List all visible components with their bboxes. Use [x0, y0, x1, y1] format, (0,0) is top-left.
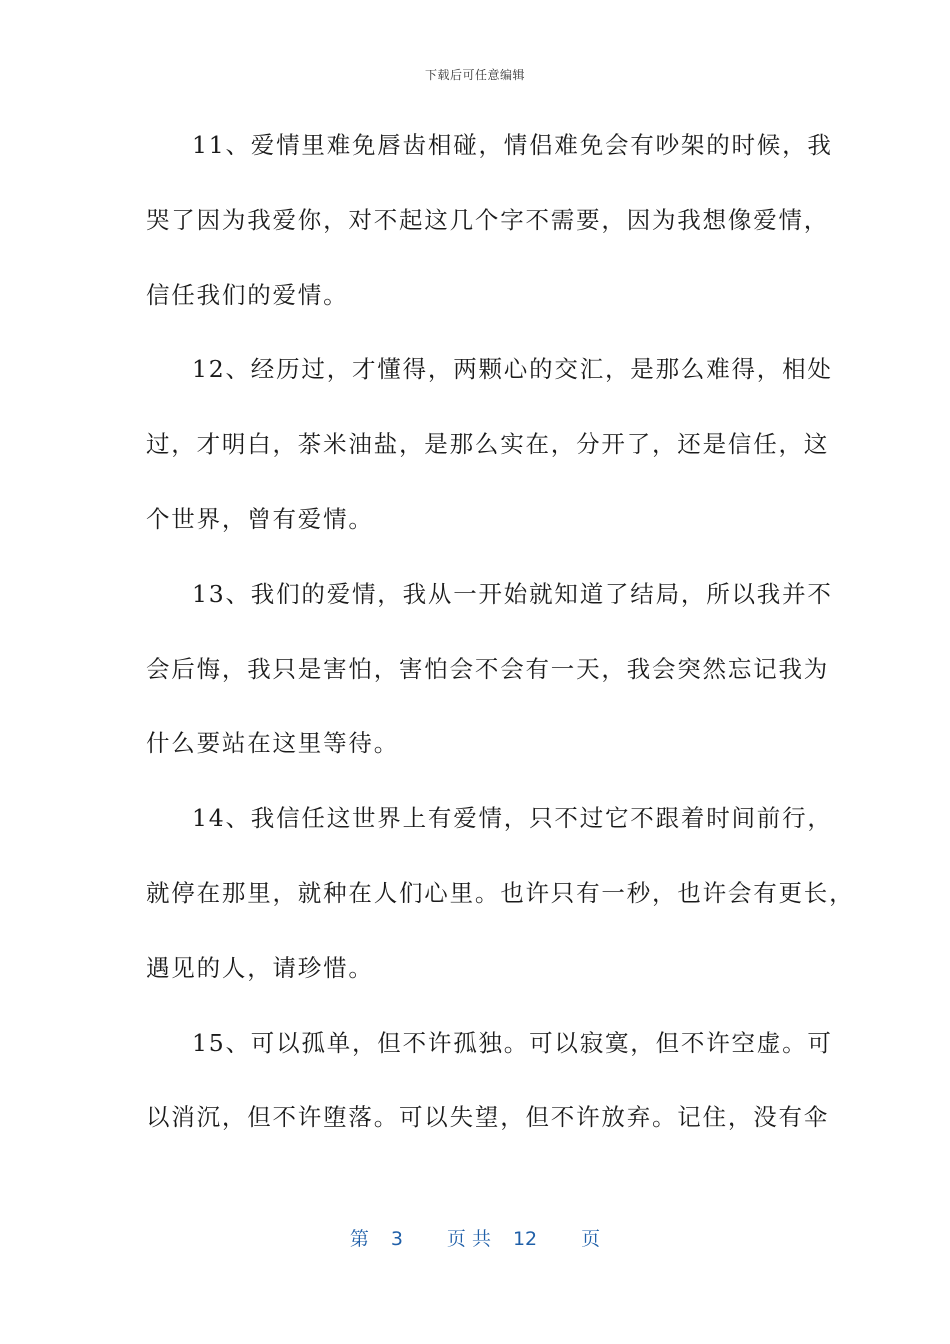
text-line: 以消沉，但不许堕落。可以失望，但不许放弃。记住，没有伞 [146, 1103, 830, 1132]
footer-prefix: 第 [349, 1228, 369, 1250]
text-line: 个世界，曾有爱情。 [146, 504, 374, 533]
page-footer [0, 1224, 950, 1251]
text-line: 信任我们的爱情。 [146, 280, 349, 309]
text-line: 11、爱情里难免唇齿相碰，情侣难免会有吵架的时候，我 [192, 131, 833, 159]
text-line: 会后悔，我只是害怕，害怕会不会有一天，我会突然忘记我为 [146, 654, 830, 683]
page-header: 下载后可任意编辑 [424, 68, 525, 82]
text-line: 就停在那里，就种在人们心里。也许只有一秒，也许会有更长， [146, 878, 855, 907]
text-line: 15、可以孤单，但不许孤独。可以寂寞，但不许空虚。可 [192, 1028, 833, 1057]
text-line: 哭了因为我爱你，对不起这几个字不需要，因为我想像爱情， [146, 205, 830, 234]
footer-middle: 页 共 [446, 1228, 491, 1250]
text-line: 12、经历过，才懂得，两颗心的交汇，是那么难得，相处 [192, 355, 833, 384]
current-page-number: 3 [390, 1228, 403, 1250]
text-line: 遇见的人，请珍惜。 [146, 953, 374, 982]
footer-suffix: 页 [581, 1228, 601, 1250]
text-line: 14、我信任这世界上有爱情，只不过它不跟着时间前行， [192, 804, 833, 833]
document-body [146, 118, 855, 1165]
total-pages-number: 12 [512, 1228, 538, 1250]
text-line: 过，才明白，茶米油盐，是那么实在，分开了，还是信任，这 [146, 430, 830, 459]
text-line: 13、我们的爱情，我从一开始就知道了结局，所以我并不 [192, 579, 833, 608]
text-line: 什么要站在这里等待。 [146, 729, 399, 758]
